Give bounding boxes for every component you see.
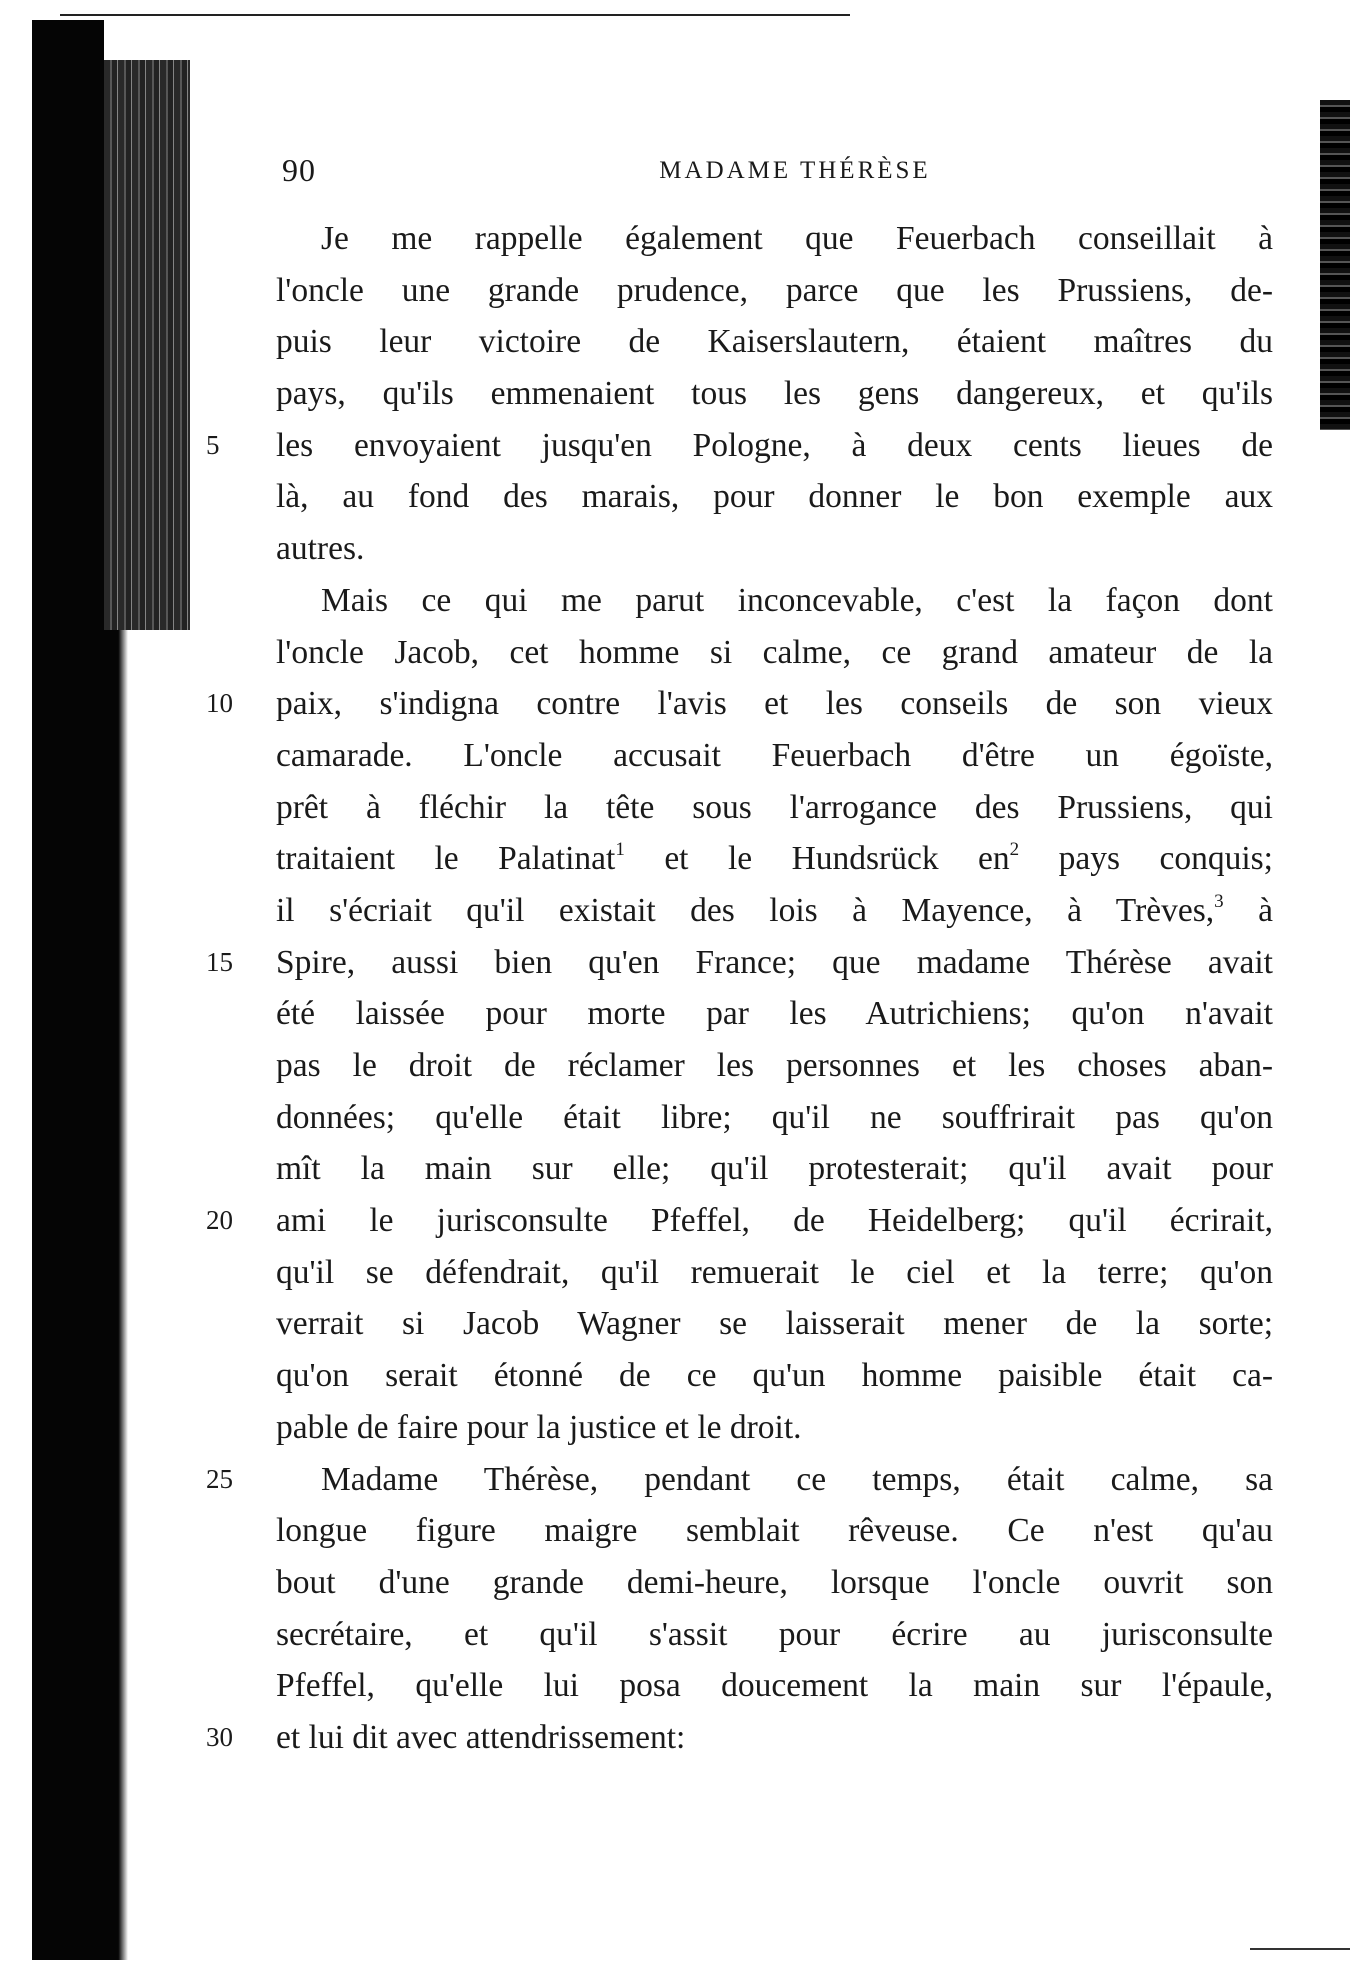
- text-line: [276, 523, 1273, 575]
- text-line: [276, 575, 1273, 627]
- line-text: bout d'une grande demi-heure, lorsque l'oncle ouvrit son: [276, 1563, 1273, 1601]
- line-text: pas le droit de réclamer les personnes et les choses aban-: [276, 1047, 1273, 1084]
- running-title: MADAME THÉRÈSE: [659, 157, 931, 184]
- text-line: [276, 1660, 1273, 1712]
- text-line: [276, 213, 1273, 265]
- footnote-marker: 1: [615, 839, 625, 861]
- line-text: il s'écriait qu'il existait des lois à Mayence, à Trèves,: [276, 891, 1215, 929]
- text-line: [276, 988, 1273, 1040]
- text-line: [276, 471, 1273, 523]
- text-line: [276, 885, 1273, 937]
- line-text: les envoyaient jusqu'en Pologne, à deux cents lieues de: [276, 426, 1273, 464]
- scan-shadow-right: [1320, 100, 1350, 430]
- text-line: [206, 1195, 1273, 1247]
- scan-spine-left: [104, 60, 190, 630]
- text-line: [276, 1040, 1273, 1092]
- line-text: ami le jurisconsulte Pfeffel, de Heidelberg; qu'il écrirait,: [276, 1202, 1273, 1240]
- line-text: mît la main sur elle; qu'il protesterait; qu'il avait pour: [276, 1150, 1273, 1188]
- text-line: [206, 937, 1273, 989]
- line-number: 30: [206, 1721, 233, 1752]
- line-number: 20: [206, 1205, 233, 1236]
- line-text: longue figure maigre semblait rêveuse. Ce n'est qu'au: [276, 1512, 1273, 1550]
- text-line: [206, 1454, 1273, 1506]
- line-text: été laissée pour morte par les Autrichiens; qu'on n'avait: [276, 995, 1273, 1033]
- line-text: pays, qu'ils emmenaient tous les gens dangereux, et qu'ils: [276, 375, 1273, 413]
- line-text: prêt à fléchir la tête sous l'arrogance des Prussiens, qui: [276, 788, 1273, 826]
- line-number: 5: [206, 429, 220, 460]
- page-number: 90: [282, 152, 316, 188]
- scan-border-top: [60, 14, 850, 16]
- line-text: Madame Thérèse, pendant ce temps, était calme, sa: [321, 1460, 1273, 1498]
- line-number: 15: [206, 946, 233, 977]
- line-text: qu'on serait étonné de ce qu'un homme paisible était ca-: [276, 1357, 1273, 1395]
- line-text: puis leur victoire de Kaiserslautern, étaient maîtres du: [276, 323, 1273, 361]
- line-text: l'oncle une grande prudence, parce que les Prussiens, de-: [276, 271, 1273, 309]
- text-line: [276, 1557, 1273, 1609]
- text-line: [276, 368, 1273, 420]
- text-line: [276, 782, 1273, 834]
- text-line: [276, 730, 1273, 782]
- scan-shadow-gradient: [104, 630, 128, 1960]
- footnote-marker: 3: [1214, 890, 1224, 912]
- text-line: [206, 420, 1273, 472]
- line-text: données; qu'elle était libre; qu'il ne souffrirait pas qu'on: [276, 1098, 1273, 1136]
- text-line: [276, 1298, 1273, 1350]
- line-number: 25: [206, 1463, 233, 1494]
- line-text: Spire, aussi bien qu'en France; que madame Thérèse avait: [276, 943, 1273, 981]
- text-line: [276, 316, 1273, 368]
- text-line: [276, 265, 1273, 317]
- text-line: [276, 1402, 1273, 1454]
- line-text: et lui dit avec attendrissement:: [276, 1718, 686, 1756]
- line-text: camarade. L'oncle accusait Feuerbach d'être un égoïste,: [276, 736, 1273, 774]
- line-text: pable de faire pour la justice et le droit.: [276, 1408, 802, 1446]
- line-text: secrétaire, et qu'il s'assit pour écrire au jurisconsulte: [276, 1615, 1273, 1653]
- line-text: qu'il se défendrait, qu'il remuerait le ciel et la terre; qu'on: [276, 1253, 1273, 1291]
- line-text: Pfeffel, qu'elle lui posa doucement la main sur l'épaule,: [276, 1667, 1273, 1705]
- line-text: verrait si Jacob Wagner se laisserait mener de la sorte;: [276, 1305, 1273, 1343]
- text-line: [276, 1609, 1273, 1661]
- scan-border-bottom: [1250, 1948, 1350, 1950]
- line-text: Mais ce qui me parut inconcevable, c'est la façon dont: [321, 581, 1273, 619]
- line-text: et le Hundsrück en: [624, 840, 1010, 878]
- scan-shadow-left: [32, 20, 104, 1960]
- line-text: Je me rappelle également que Feuerbach conseillait à: [321, 220, 1273, 257]
- line-text: là, au fond des marais, pour donner le bon exemple aux: [276, 478, 1273, 516]
- text-line: [276, 833, 1273, 885]
- running-head: [270, 150, 1280, 190]
- line-number: 10: [206, 688, 233, 719]
- footnote-marker: 2: [1009, 839, 1020, 861]
- line-text: pays conquis;: [1019, 840, 1273, 878]
- text-line: [276, 1505, 1273, 1557]
- text-line: [206, 1712, 1273, 1764]
- line-text: à: [1223, 891, 1273, 929]
- line-text: traitaient le Palatinat: [276, 840, 616, 878]
- line-text: l'oncle Jacob, cet homme si calme, ce grand amateur de la: [276, 633, 1273, 671]
- text-line: [276, 1350, 1273, 1402]
- text-line: [206, 678, 1273, 730]
- line-text: paix, s'indigna contre l'avis et les conseils de son vieux: [276, 685, 1273, 723]
- text-line: [276, 1092, 1273, 1144]
- line-text: autres.: [276, 530, 365, 568]
- text-line: [276, 1143, 1273, 1195]
- text-block: [206, 213, 1273, 1764]
- text-line: [276, 1247, 1273, 1299]
- text-line: [276, 627, 1273, 679]
